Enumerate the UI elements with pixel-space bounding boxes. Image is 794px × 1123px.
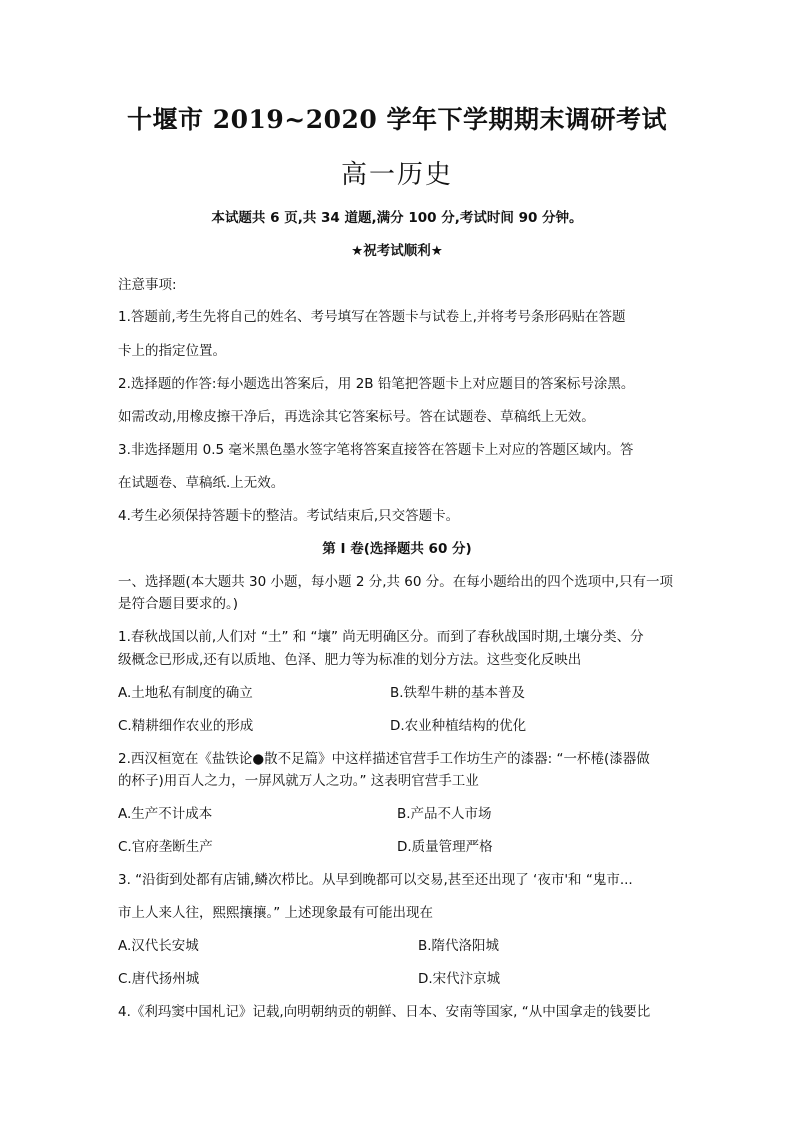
question-1-stem: 级概念已形成,还有以质地、色泽、肥力等为标准的划分方法。这些变化反映出 — [118, 652, 582, 668]
question-3-stem: 3. “沿街到处都有店铺,鳞次栉比。从早到晚都可以交易,甚至还出现了 ‘夜市'和 “鬼市... — [118, 872, 633, 888]
question-2-option-d: D.质量管理严格 — [397, 839, 493, 855]
question-3-option-a: A.汉代长安城 — [118, 938, 199, 954]
section-title: 第 I 卷(选择题共 60 分) — [322, 541, 472, 557]
subject-title: 高一历史 — [340, 160, 453, 190]
good-luck-wish: ★祝考试顺利★ — [351, 243, 443, 259]
notice-heading: 注意事项: — [118, 277, 177, 293]
notice-line: 在试题卷、草稿纸.上无效。 — [118, 475, 285, 491]
notice-line: 如需改动,用橡皮擦干净后，再选涂其它答案标号。答在试题卷、草稿纸上无效。 — [118, 409, 595, 425]
question-3-option-b: B.隋代洛阳城 — [418, 938, 500, 954]
question-1-stem: 1.春秋战国以前,人们对 “土” 和 “壤” 尚无明确区分。而到了春秋战国时期,土壤分类、分 — [118, 629, 644, 645]
question-1-option-b: B.铁犁牛耕的基本普及 — [390, 685, 526, 701]
notice-line: 1.答题前,考生先将自己的姓名、考号填写在答题卡与试卷上,并将考号条形码贴在答题 — [118, 309, 626, 325]
question-3-option-d: D.宋代汴京城 — [418, 971, 501, 987]
question-1-option-a: A.土地私有制度的确立 — [118, 685, 253, 701]
question-2-option-a: A.生产不计成本 — [118, 806, 213, 822]
question-1-option-c: C.精耕细作农业的形成 — [118, 718, 254, 734]
question-2-option-b: B.产品不人市场 — [397, 806, 492, 822]
section-intro: 是符合题目要求的。) — [118, 596, 239, 612]
question-1-option-d: D.农业种植结构的优化 — [390, 718, 527, 734]
question-2-stem: 2.西汉桓宽在《盐铁论●散不足篇》中这样描述官营手工作坊生产的漆器: “一杯棬(漆器做 — [118, 751, 650, 767]
exam-title: 十堰市 2019~2020 学年下学期期末调研考试 — [126, 105, 668, 134]
question-2-stem: 的杯子)用百人之力，一屏风就万人之功。” 这表明官营手工业 — [118, 773, 479, 789]
notice-line: 4.考生必须保持答题卡的整洁。考试结束后,只交答题卡。 — [118, 508, 460, 524]
exam-info: 本试题共 6 页,共 34 道题,满分 100 分,考试时间 90 分钟。 — [211, 210, 583, 226]
notice-line: 卡上的指定位置。 — [118, 343, 226, 359]
notice-line: 3.非选择题用 0.5 毫米黑色墨水签字笔将答案直接答在答题卡上对应的答题区域内。答 — [118, 442, 634, 458]
notice-line: 2.选择题的作答:每小题选出答案后，用 2B 铅笔把答题卡上对应题目的答案标号涂黑。 — [118, 376, 635, 392]
question-3-stem: 市上人来人往，熙熙攘攘。” 上述现象最有可能出现在 — [118, 905, 434, 921]
section-intro: 一、选择题(本大题共 30 小题，每小题 2 分,共 60 分。在每小题给出的四个选项中,只有一项 — [118, 574, 674, 590]
question-4-stem: 4.《利玛窦中国札记》记载,向明朝纳贡的朝鲜、日本、安南等国家, “从中国拿走的钱要比 — [118, 1004, 651, 1020]
question-3-option-c: C.唐代扬州城 — [118, 971, 200, 987]
question-2-option-c: C.官府垄断生产 — [118, 839, 213, 855]
